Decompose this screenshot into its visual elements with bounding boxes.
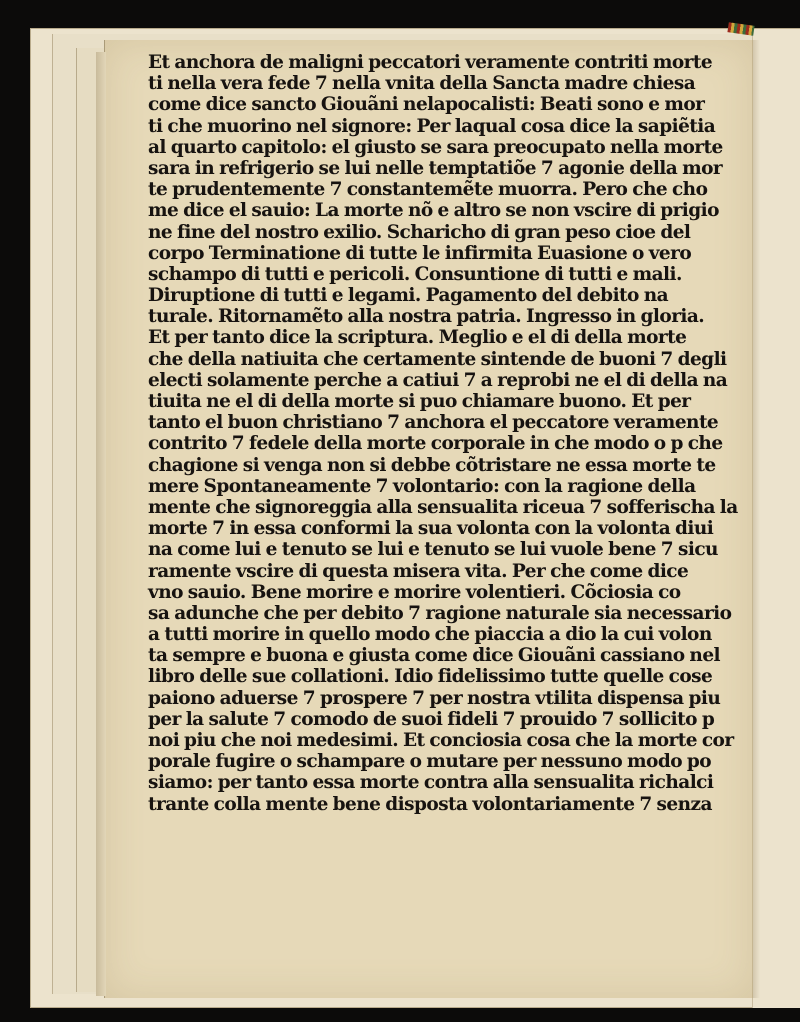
text-line: per la salute 7 comodo de suoi fideli 7 prouido 7 sollicito p xyxy=(148,708,715,730)
text-block xyxy=(148,52,738,815)
text-line: me dice el sauio: La morte nõ e altro se non vscire di prigio xyxy=(148,200,719,222)
text-line: noi piu che noi medesimi. Et conciosia cosa che la morte cor xyxy=(148,730,734,751)
text-line: come dice sancto Giouãni nelapocalisti: Beati sono e mor xyxy=(148,94,705,116)
text-line: al quarto capitolo: el giusto se sara preocupato nella morte xyxy=(148,136,723,158)
text-line: na come lui e tenuto se lui e tenuto se lui vuole bene 7 sicu xyxy=(148,539,718,561)
text-line: turale. Ritornamẽto alla nostra patria. Ingresso in gloria. xyxy=(148,306,705,328)
gutter-shadow xyxy=(96,52,106,996)
text-line: tiuita ne el di della morte si puo chiamare buono. Et per xyxy=(148,391,691,412)
text-line: Diruptione di tutti e legami. Pagamento del debito na xyxy=(148,285,669,307)
text-line: schampo di tutti e pericoli. Consuntione di tutti e mali. xyxy=(148,263,682,285)
text-line: mere Spontaneamente 7 volontario: con la ragione della xyxy=(148,475,696,497)
text-line: electi solamente perche a catiui 7 a reprobi ne el di della na xyxy=(148,369,728,391)
text-line: contrito 7 fedele della morte corporale in che modo o p che xyxy=(148,433,723,455)
text-line: chagione si venga non si debbe cõtristare ne essa morte te xyxy=(148,454,716,476)
text-line: ne fine del nostro exilio. Scharicho di gran peso cioe del xyxy=(148,221,691,243)
text-line: tanto el buon christiano 7 anchora el peccatore veramente xyxy=(148,412,719,434)
text-line: te prudentemente 7 constantemẽte muorra. Pero che cho xyxy=(148,179,708,201)
text-line: vno sauio. Bene morire e morire volentieri. Cõciosia co xyxy=(148,581,681,603)
fold-shadow xyxy=(752,40,760,998)
text-line: morte 7 in essa conformi la sua volonta con la volonta diui xyxy=(148,518,714,540)
text-line: porale fugire o schampare o mutare per nessuno modo po xyxy=(148,751,712,773)
text-line: mente che signoreggia alla sensualita riceua 7 sofferischa la xyxy=(148,496,738,518)
text-line: ramente vscire di questa misera vita. Per che come dice xyxy=(148,560,689,582)
text-line: sa adunche che per debito 7 ragione naturale sia necessario xyxy=(148,602,732,624)
text-line: paiono aduerse 7 prospere 7 per nostra vtilita dispensa piu xyxy=(148,687,721,709)
text-line: ta sempre e buona e giusta come dice Giouãni cassiano nel xyxy=(148,645,721,667)
text-line: trante colla mente bene disposta volontariamente 7 senza xyxy=(148,793,712,815)
text-line: siamo: per tanto essa morte contra alla sensualita richalci xyxy=(148,772,714,794)
text-line: Et anchora de maligni peccatori veramente contriti morte xyxy=(148,52,713,73)
text-line: libro delle sue collationi. Idio fidelissimo tutte quelle cose xyxy=(148,666,713,688)
text-line: Et per tanto dice la scriptura. Meglio e el di della morte xyxy=(148,327,687,349)
text-line: a tutti morire in quello modo che piaccia a dio la cui volon xyxy=(148,624,712,646)
text-line: ti nella vera fede 7 nella vnita della Sancta madre chiesa xyxy=(148,73,696,95)
text-line: corpo Terminatione di tutte le infirmita Euasione o vero xyxy=(148,242,692,264)
text-line: ti che muorino nel signore: Per laqual cosa dice la sapiẽtia xyxy=(148,115,716,137)
text-line: che della natiuita che certamente sintende de buoni 7 degli xyxy=(148,348,727,370)
text-line: sara in refrigerio se lui nelle temptatiõe 7 agonie della mor xyxy=(148,157,723,179)
